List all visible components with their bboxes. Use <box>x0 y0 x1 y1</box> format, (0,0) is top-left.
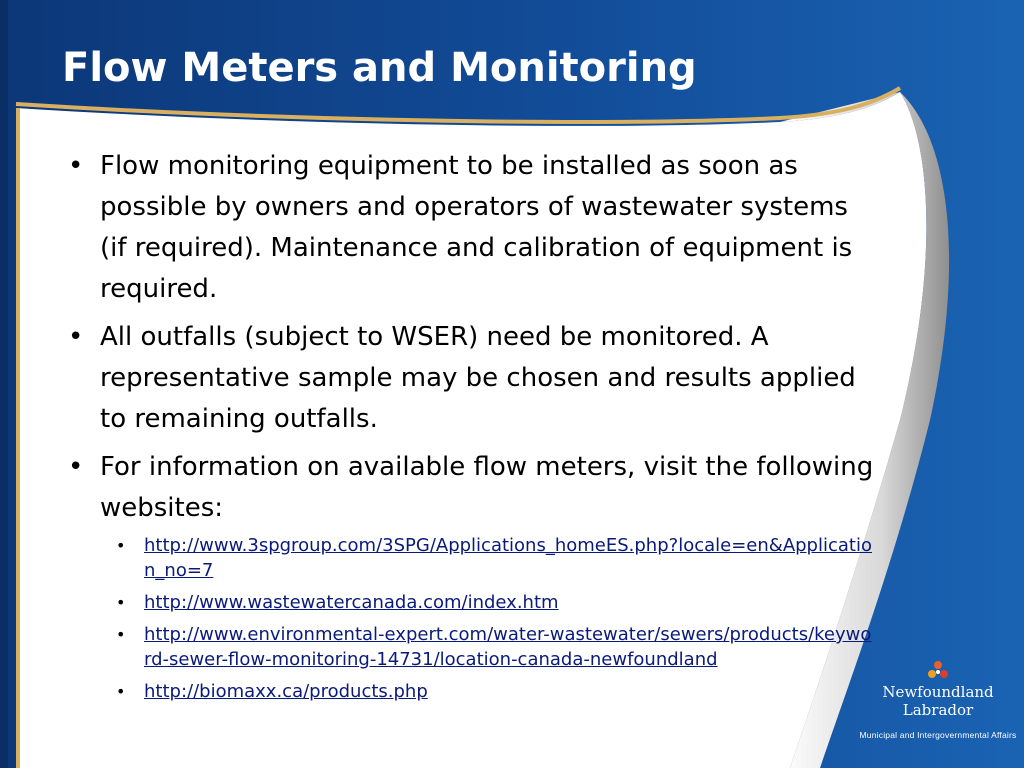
slide-body <box>64 146 874 711</box>
logo-line-1: Newfoundland <box>882 683 994 701</box>
bullet-item <box>64 146 874 310</box>
bullet-glyph: • <box>68 322 84 352</box>
link-item <box>100 590 874 615</box>
website-link-environmental-expert[interactable]: http://www.environmental-expert.com/water-wastewater/sewers/products/keyword-sewer-flow-monitoring-14731/location-canada-newfoundland <box>144 624 872 670</box>
bullet-text: Flow monitoring equipment to be installed as soon as possible by owners and operators of wastewater systems (if required). Maintenance and calibration of equipment is required. <box>100 151 853 304</box>
link-item <box>100 679 874 704</box>
bullet-text: All outfalls (subject to WSER) need be monitored. A representative sample may be chosen and results applied to remaining outfalls. <box>100 322 856 434</box>
logo-line-2: Labrador <box>902 701 974 719</box>
bullet-glyph: • <box>116 536 126 555</box>
website-link-list <box>100 533 874 704</box>
bullet-text: For information on available flow meters, visit the following websites: <box>100 452 874 523</box>
bullet-list <box>64 146 874 704</box>
government-logo <box>852 660 1024 740</box>
website-link-biomaxx[interactable]: http://biomaxx.ca/products.php <box>144 681 428 702</box>
slide-title: Flow Meters and Monitoring <box>62 45 697 91</box>
bullet-item <box>64 447 874 704</box>
bullet-glyph: • <box>68 452 84 482</box>
website-link-wastewatercanada[interactable]: http://www.wastewatercanada.com/index.htm <box>144 592 559 613</box>
bullet-glyph: • <box>116 593 126 612</box>
pitcher-plant-icon <box>927 660 949 682</box>
bullet-glyph: • <box>116 625 126 644</box>
bullet-glyph: • <box>68 151 84 181</box>
link-item <box>100 622 874 672</box>
website-link-3spgroup[interactable]: http://www.3spgroup.com/3SPG/Applications_homeES.php?locale=en&Application_no=7 <box>144 535 872 581</box>
logo-department: Municipal and Intergovernmental Affairs <box>859 730 1017 740</box>
bullet-item <box>64 317 874 440</box>
link-item <box>100 533 874 583</box>
bullet-glyph: • <box>116 682 126 701</box>
